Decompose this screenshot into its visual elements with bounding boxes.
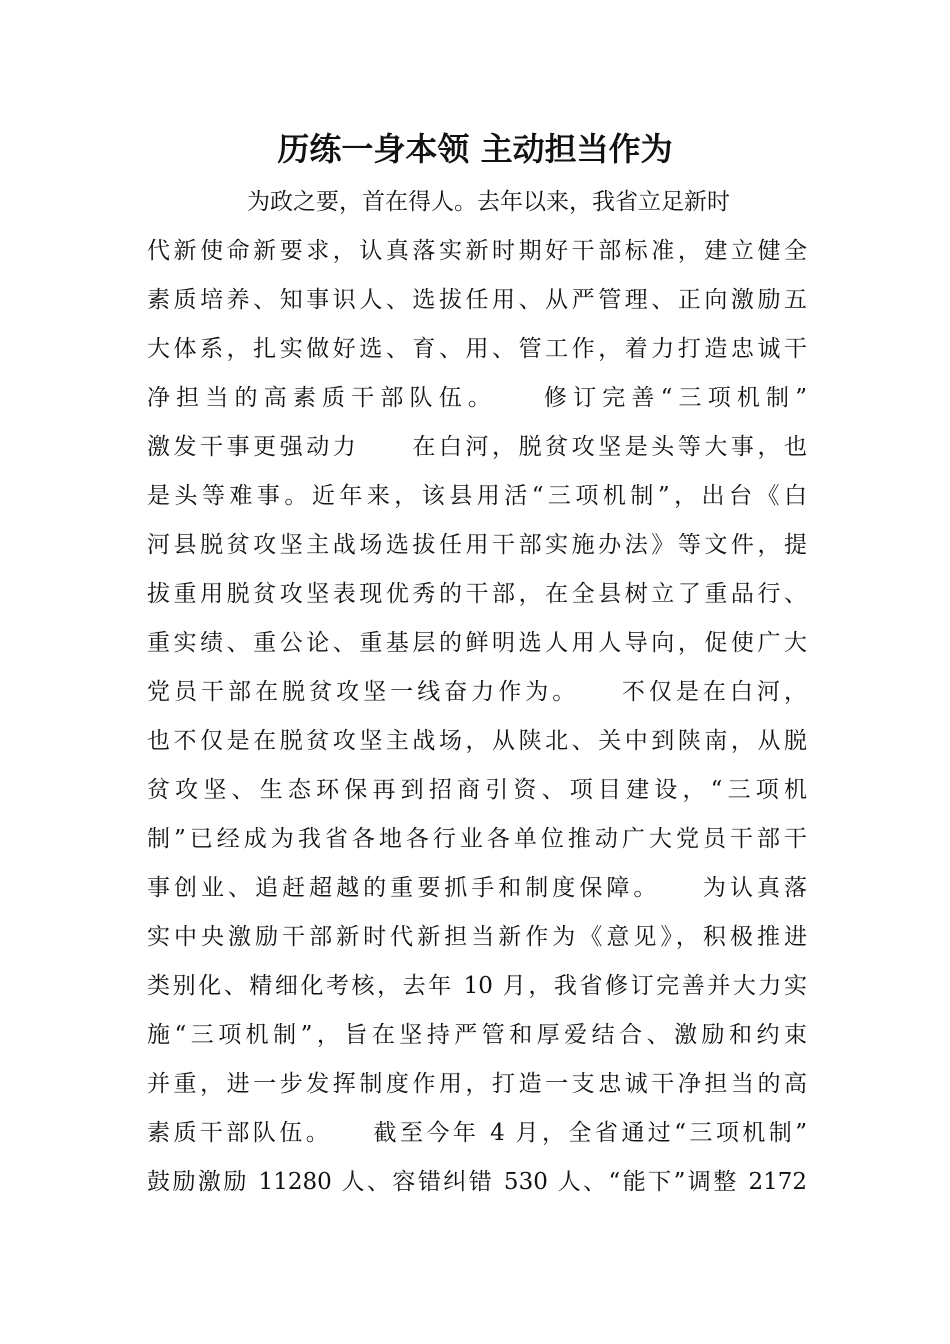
body-line: 也不仅是在脱贫攻坚主战场，从陕北、关中到陕南，从脱: [147, 728, 807, 754]
body-line: 鼓励激励 11280 人、容错纠错 530 人、“能下”调整 2172: [147, 1169, 807, 1195]
body-line: 制”已经成为我省各地各行业各单位推动广大党员干部干: [147, 826, 807, 852]
body-line: 代新使命新要求，认真落实新时期好干部标准，建立健全: [147, 238, 807, 264]
body-line: 并重，进一步发挥制度作用，打造一支忠诚干净担当的高: [147, 1071, 807, 1097]
body-line: 为政之要，首在得人。去年以来，我省立足新时: [247, 189, 730, 215]
body-line: 拔重用脱贫攻坚表现优秀的干部，在全县树立了重品行、: [147, 581, 807, 607]
body-line: 重实绩、重公论、重基层的鲜明选人用人导向，促使广大: [147, 630, 807, 656]
body-line: 净担当的高素质干部队伍。 修订完善“三项机制”: [147, 385, 807, 411]
body-line: 施“三项机制”，旨在坚持严管和厚爱结合、激励和约束: [147, 1022, 807, 1048]
document-title: 历练一身本领 主动担当作为: [277, 130, 673, 168]
body-line: 河县脱贫攻坚主战场选拔任用干部实施办法》等文件，提: [147, 532, 807, 558]
body-line: 贫攻坚、生态环保再到招商引资、项目建设，“三项机: [147, 777, 807, 803]
body-line: 激发干事更强动力 在白河，脱贫攻坚是头等大事，也: [147, 434, 807, 460]
body-line: 党员干部在脱贫攻坚一线奋力作为。 不仅是在白河，: [147, 679, 807, 705]
body-line: 大体系，扎实做好选、育、用、管工作，着力打造忠诚干: [147, 336, 807, 362]
body-line: 事创业、追赶超越的重要抓手和制度保障。 为认真落: [147, 875, 807, 901]
body-line: 素质干部队伍。 截至今年 4 月，全省通过“三项机制”: [147, 1120, 807, 1146]
body-line: 是头等难事。近年来，该县用活“三项机制”，出台《白: [147, 483, 807, 509]
body-line: 素质培养、知事识人、选拔任用、从严管理、正向激励五: [147, 287, 807, 313]
body-line: 实中央激励干部新时代新担当新作为《意见》，积极推进: [147, 924, 807, 950]
body-line: 类别化、精细化考核，去年 10 月，我省修订完善并大力实: [147, 973, 807, 999]
document-body: [147, 178, 807, 1207]
